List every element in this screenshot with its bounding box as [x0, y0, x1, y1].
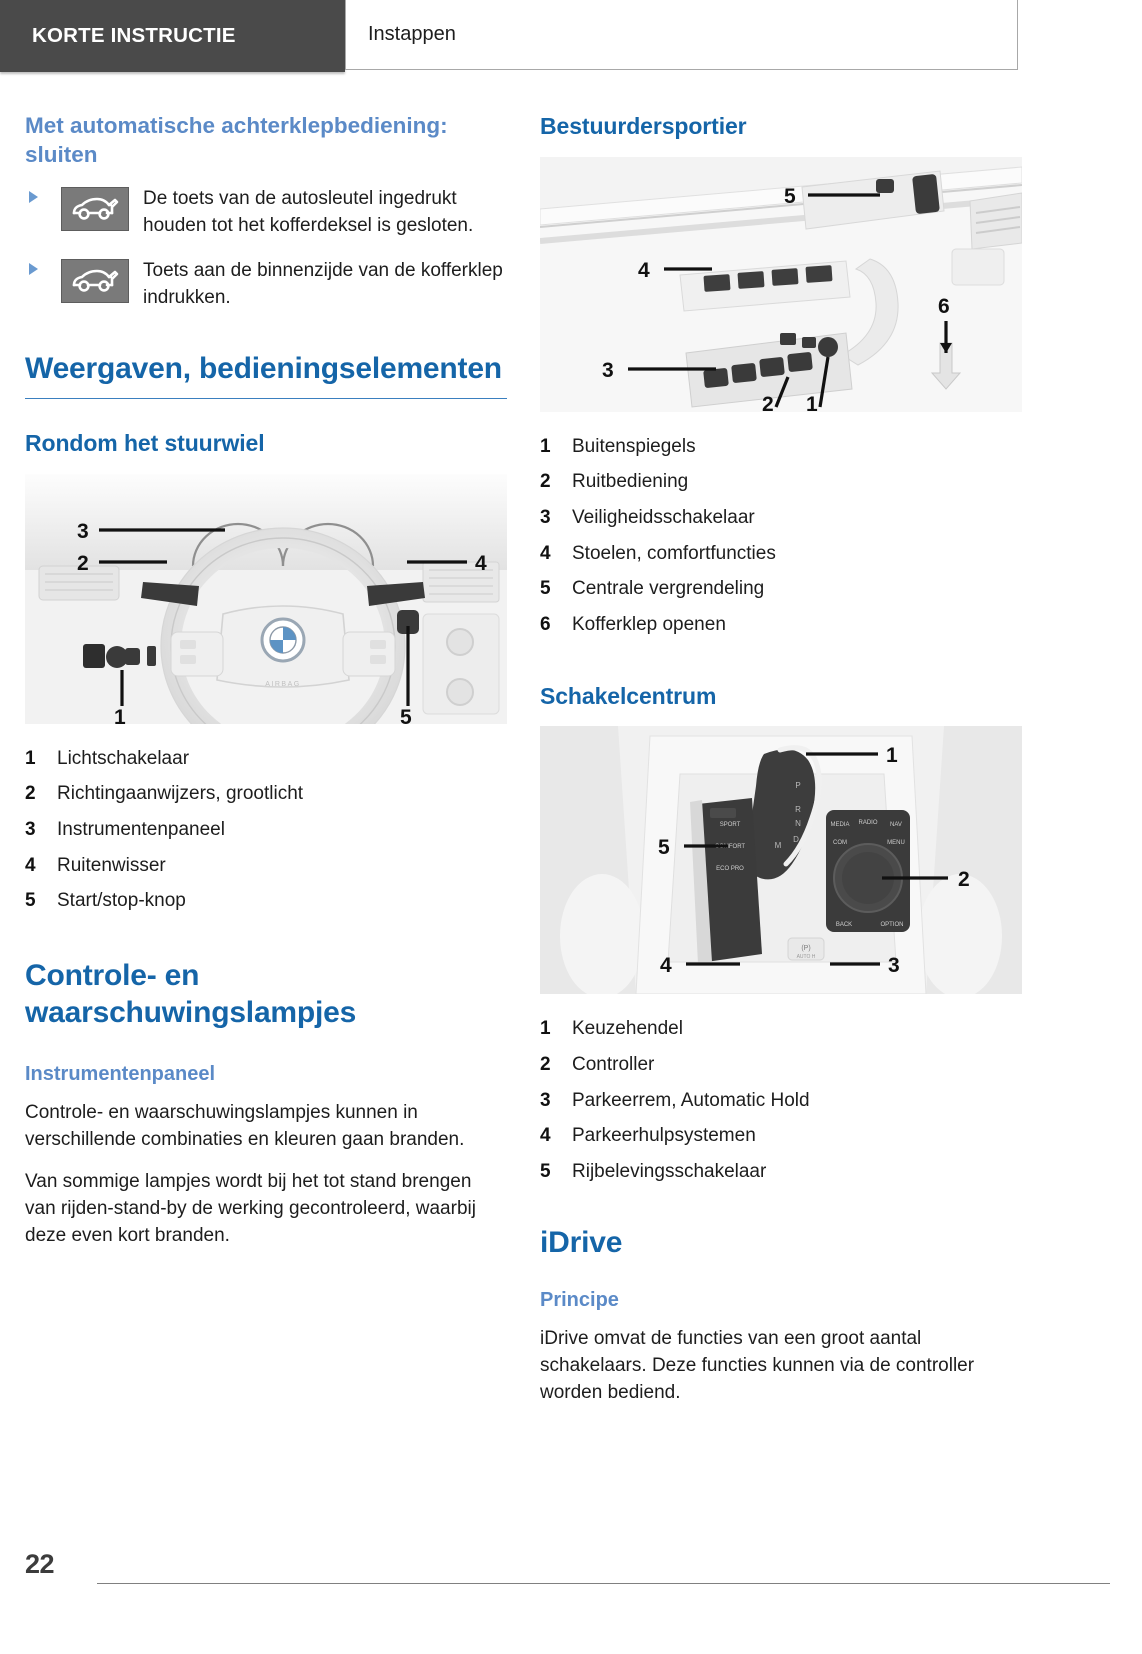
section-tab[interactable] [345, 0, 1018, 70]
legend-label: Ruitenwisser [57, 854, 166, 876]
legend-number: 1 [540, 1018, 551, 1040]
svg-text:N: N [795, 819, 801, 829]
legend-number: 1 [25, 747, 36, 769]
svg-text:2: 2 [77, 551, 89, 575]
svg-text:5: 5 [784, 184, 796, 208]
svg-text:NAV: NAV [890, 822, 902, 829]
idrive-paragraph-1: iDrive omvat de functies van een groot aantal schakelaars. Deze functies kunnen via de controller worden bediend. [540, 1328, 975, 1404]
svg-text:2: 2 [762, 392, 774, 412]
legend-item [540, 1052, 1022, 1078]
chapter-tab[interactable] [0, 0, 345, 72]
legend-item [540, 505, 1022, 531]
centre-console-figure [540, 726, 1022, 994]
steering-wheel-figure [25, 474, 507, 724]
legend-number: 4 [540, 1125, 551, 1147]
legend-label: Parkeerhulpsystemen [572, 1125, 756, 1147]
legend-number: 4 [540, 542, 551, 564]
svg-text:OPTION: OPTION [880, 922, 904, 929]
svg-text:4: 4 [638, 258, 650, 282]
legend-item [540, 541, 1022, 567]
svg-text:BACK: BACK [835, 922, 853, 929]
legend-label: Controller [572, 1053, 655, 1075]
legend-item [540, 612, 1022, 638]
svg-text:1: 1 [114, 705, 126, 724]
legend-number: 2 [25, 783, 36, 805]
legend-item [25, 817, 507, 843]
legend-label: Centrale vergrendeling [572, 578, 765, 600]
legend-label: Richtingaanwijzers, grootlicht [57, 783, 304, 805]
legend-item [25, 853, 507, 879]
svg-text:P: P [795, 781, 801, 791]
car-closing-tailgate-icon [61, 259, 129, 303]
shift-centre-heading: Schakelcentrum [540, 682, 717, 709]
svg-text:R: R [795, 805, 801, 815]
warning-lamps-heading: Controle- en waarschuwingslampjes [25, 959, 357, 1029]
legend-item [540, 469, 1022, 495]
legend-number: 2 [540, 471, 551, 493]
svg-text:6: 6 [938, 294, 950, 318]
driver-door-heading: Bestuurdersportier [540, 113, 747, 139]
steering-wheel-legend [25, 746, 507, 914]
legend-label: Stoelen, comfortfuncties [572, 542, 776, 564]
svg-text:(P): (P) [801, 945, 811, 953]
legend-number: 5 [540, 578, 551, 600]
legend-label: Lichtschakelaar [57, 747, 190, 769]
legend-item [540, 576, 1022, 602]
legend-label: Ruitbediening [572, 471, 689, 493]
legend-item [25, 888, 507, 914]
svg-text:4: 4 [660, 954, 672, 978]
legend-number: 5 [540, 1160, 551, 1182]
legend-number: 3 [25, 819, 36, 841]
warning-lamps-paragraph-2: Van sommige lampjes wordt bij het tot stand brengen van rijden-stand-by de werking gecontroleerd, waarbij deze even kort branden. [25, 1170, 476, 1246]
triangle-bullet-icon [29, 191, 38, 203]
svg-text:5: 5 [400, 705, 412, 724]
tailgate-step-1-text: De toets van de autosleutel ingedrukt houden tot het kofferdeksel is gesloten. [143, 187, 474, 236]
svg-text:MEDIA: MEDIA [830, 822, 850, 829]
legend-item [25, 746, 507, 772]
section-tab-label: Instappen [368, 23, 456, 45]
idrive-heading: iDrive [540, 1225, 623, 1259]
legend-item [25, 781, 507, 807]
legend-number: 6 [540, 613, 551, 635]
svg-text:RADIO: RADIO [858, 820, 878, 827]
driver-door-figure [540, 157, 1022, 412]
legend-item [540, 1016, 1022, 1042]
legend-label: Buitenspiegels [572, 435, 696, 457]
svg-text:2: 2 [958, 868, 970, 892]
svg-text:5: 5 [658, 836, 670, 860]
legend-item [540, 1088, 1022, 1114]
svg-text:AUTO H: AUTO H [796, 954, 816, 961]
svg-text:SPORT: SPORT [719, 822, 741, 829]
svg-text:1: 1 [806, 392, 818, 412]
legend-item [540, 1123, 1022, 1149]
legend-number: 2 [540, 1053, 551, 1075]
svg-text:ECO PRO: ECO PRO [716, 866, 744, 873]
svg-text:M: M [774, 841, 782, 851]
warning-lamps-subheading: Instrumentenpaneel [25, 1063, 216, 1086]
svg-text:3: 3 [888, 954, 900, 978]
legend-label: Rijbelevingsschakelaar [572, 1160, 767, 1182]
idrive-subheading: Principe [540, 1289, 619, 1312]
footer-rule [97, 1583, 1110, 1584]
tailgate-step-2-text: Toets aan de binnenzijde van de kofferklep indrukken. [143, 259, 503, 308]
steering-wheel-heading: Rondom het stuurwiel [25, 430, 265, 457]
legend-label: Instrumentenpaneel [57, 819, 225, 841]
page-header [0, 0, 1142, 80]
svg-text:3: 3 [602, 358, 614, 382]
legend-item [540, 434, 1022, 460]
legend-item [540, 1159, 1022, 1185]
legend-number: 4 [25, 854, 36, 876]
triangle-bullet-icon [29, 263, 38, 275]
legend-number: 1 [540, 435, 551, 457]
legend-label: Parkeerrem, Automatic Hold [572, 1089, 810, 1111]
warning-lamps-paragraph-1: Controle- en waarschuwingslampjes kunnen in verschillende combinaties en kleuren gaan branden. [25, 1102, 465, 1151]
svg-text:AIRBAG: AIRBAG [265, 680, 301, 688]
svg-text:D: D [793, 835, 799, 845]
car-closing-tailgate-icon [61, 187, 129, 231]
svg-text:COM: COM [833, 840, 847, 847]
page-number: 22 [25, 1549, 55, 1579]
svg-text:4: 4 [475, 551, 487, 575]
displays-heading: Weergaven, bedieningselementen [25, 352, 502, 386]
driver-door-legend [540, 434, 1022, 638]
legend-number: 5 [25, 890, 36, 912]
legend-number: 3 [540, 1089, 551, 1111]
svg-text:1: 1 [886, 744, 898, 768]
legend-label: Keuzehendel [572, 1018, 683, 1040]
svg-text:COMFORT: COMFORT [714, 844, 746, 851]
shift-centre-legend [540, 1016, 1022, 1184]
svg-text:MENU: MENU [887, 840, 905, 847]
right-column [540, 112, 1022, 1407]
tailgate-heading: Met automatische achterklepbediening: sluiten [25, 113, 448, 167]
tailgate-step-2 [25, 258, 507, 312]
legend-label: Start/stop-knop [57, 890, 186, 912]
svg-text:3: 3 [77, 519, 89, 543]
legend-number: 3 [540, 507, 551, 529]
tailgate-step-1 [25, 186, 507, 240]
chapter-tab-label: KORTE INSTRUCTIE [32, 24, 236, 47]
page-footer [25, 1544, 1110, 1584]
legend-label: Kofferklep openen [572, 613, 726, 635]
left-column [25, 112, 507, 1249]
legend-label: Veiligheidsschakelaar [572, 507, 755, 529]
